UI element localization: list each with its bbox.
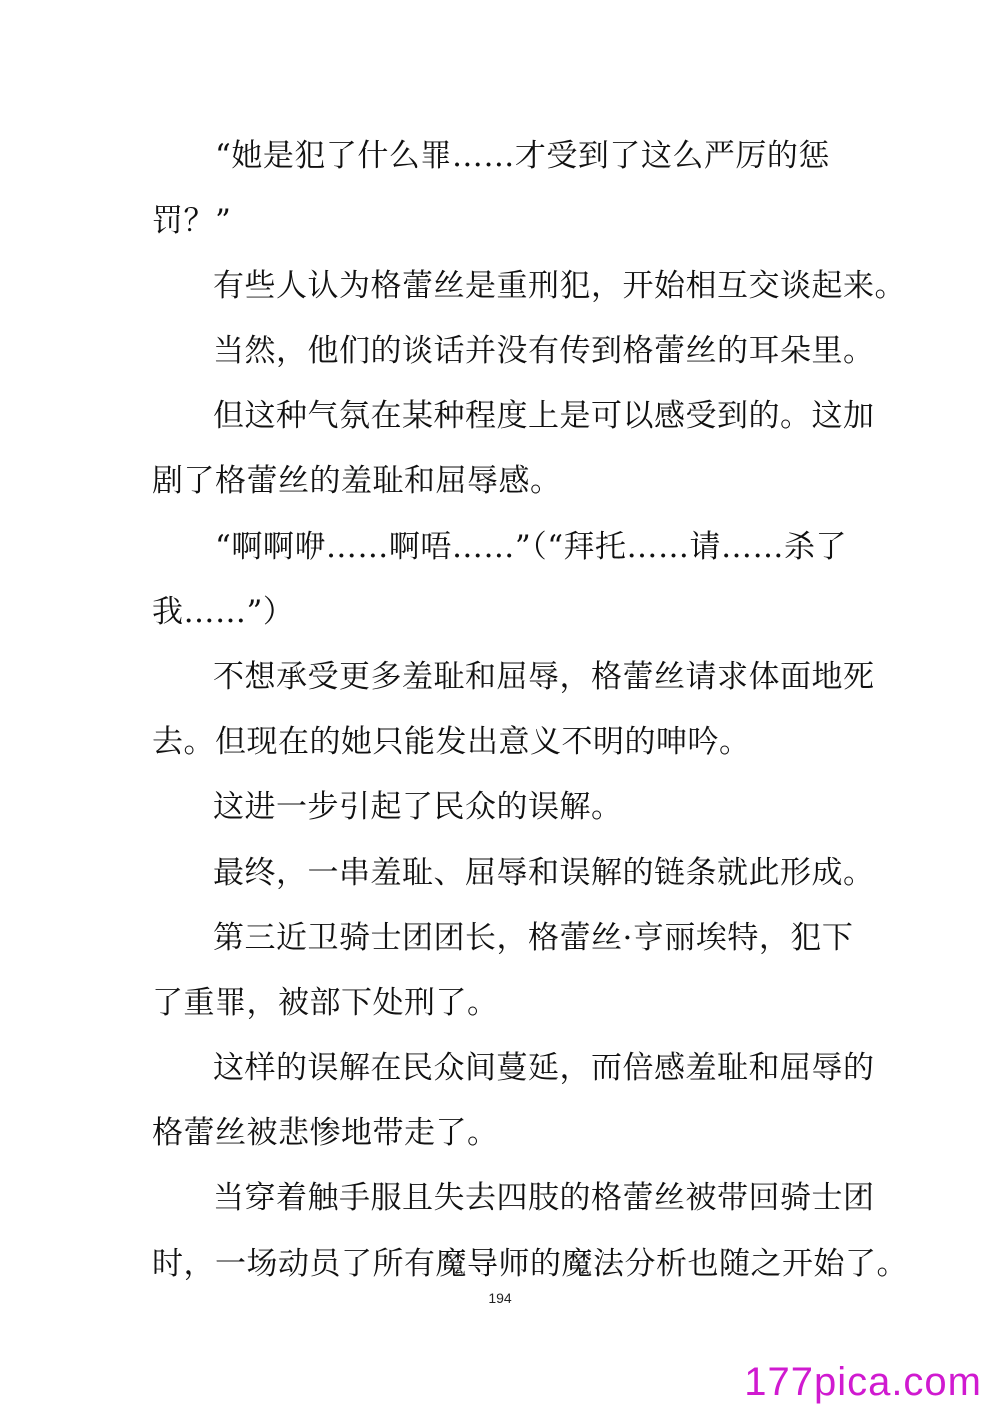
text-line: 罚？”: [152, 203, 232, 239]
text-line: “她是犯了什么罪……才受到了这么严厉的惩: [215, 138, 830, 174]
text-line: 这样的误解在民众间蔓延，而倍感羞耻和屈辱的: [213, 1050, 875, 1086]
text-line: 去。但现在的她只能发出意义不明的呻吟。: [152, 724, 751, 760]
text-line: 最终，一串羞耻、屈辱和误解的链条就此形成。: [213, 855, 875, 891]
text-line: 格蕾丝被悲惨地带走了。: [152, 1115, 499, 1151]
text-line: 不想承受更多羞耻和屈辱，格蕾丝请求体面地死: [213, 659, 875, 695]
text-line: 时，一场动员了所有魔导师的魔法分析也随之开始了。: [152, 1246, 908, 1282]
text-line: 剧了格蕾丝的羞耻和屈辱感。: [152, 463, 562, 499]
text-line: 当然，他们的谈话并没有传到格蕾丝的耳朵里。: [213, 333, 875, 369]
text-line: 第三近卫骑士团团长，格蕾丝·亨丽埃特，犯下: [213, 920, 854, 956]
text-line: 这进一步引起了民众的误解。: [213, 789, 623, 825]
page-number: 194: [488, 1290, 512, 1306]
text-line: 了重罪，被部下处刑了。: [152, 985, 499, 1021]
text-line: 有些人认为格蕾丝是重刑犯，开始相互交谈起来。: [213, 268, 906, 304]
text-line: 当穿着触手服且失去四肢的格蕾丝被带回骑士团: [213, 1180, 875, 1216]
text-line: 我……”）: [152, 594, 295, 630]
text-line: 但这种气氛在某种程度上是可以感受到的。这加: [213, 398, 875, 434]
text-line: “啊啊咿……啊唔……”（“拜托……请……杀了: [215, 529, 848, 565]
watermark: 177pica.com: [744, 1360, 982, 1404]
